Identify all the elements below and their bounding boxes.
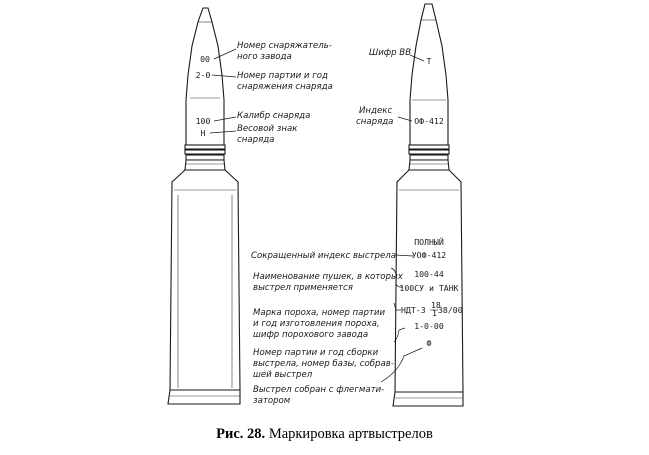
label-phlegmatizer: Выстрел собран с флегмати- затором [253,385,385,406]
left-marking-factory: 00 [200,54,210,64]
label-batch-year: Номер партии и год снаряжения снаряда [237,71,333,92]
right-marking-assembly: 1-0-00 [414,321,444,331]
right-marking-round-index: УОФ-412 [411,250,447,260]
right-marking-guns-2: 100СУ и ТАНК [399,283,459,293]
right-marking-code: Т [426,56,432,66]
label-assembly-batch: Номер партии и год сборки выстрела, номер базы, собрав- шей выстрел [253,348,394,380]
label-powder-brand: Марка пороха, номер партии и год изготовления пороха, шифр порохового завода [253,308,386,340]
right-marking-powder-fraction-bottom: 1 [432,308,437,318]
right-driving-band [409,145,449,149]
left-marking-batch: 2-0 [195,70,211,80]
left-driving-band [185,145,225,149]
right-marking-full: ПОЛНЫЙ [414,237,444,247]
left-case-base [168,390,240,404]
label-explosive-code: Шифр ВВ [369,48,412,58]
label-weight-mark: Весовой знак снаряда [237,124,298,145]
right-marking-powder: НДТ-3 [401,305,426,315]
right-marking-phlegmatizer: Ф [426,338,432,348]
right-marking-index: ОФ-412 [414,116,444,126]
figure-caption [0,426,649,443]
left-round [168,8,240,404]
label-caliber: Калибр снаряда [237,111,311,121]
right-marking-powder-fraction-top: 18 [431,300,441,310]
left-case-neck [185,160,225,170]
label-short-round-index: Сокращенный индекс выстрела [251,251,397,261]
left-marking-caliber: 100 [195,116,211,126]
figure-caption-text: Маркировка артвыстрелов [265,426,433,442]
right-case-base [393,392,463,406]
right-case-neck [409,160,449,170]
figure-caption-number: Рис. 28. [216,426,266,442]
right-marking-powder-rest: 38/00 [438,305,463,315]
label-projectile-index: Индекс снаряда [356,106,394,127]
left-cartridge-case [170,170,240,390]
right-marking-guns-1: 100-44 [414,269,444,279]
label-factory-number: Номер снаряжатель- ного завода [237,41,332,62]
label-gun-names: Наименование пушек, в которых выстрел применяется [253,272,403,293]
left-marking-weight: Н [200,128,206,138]
